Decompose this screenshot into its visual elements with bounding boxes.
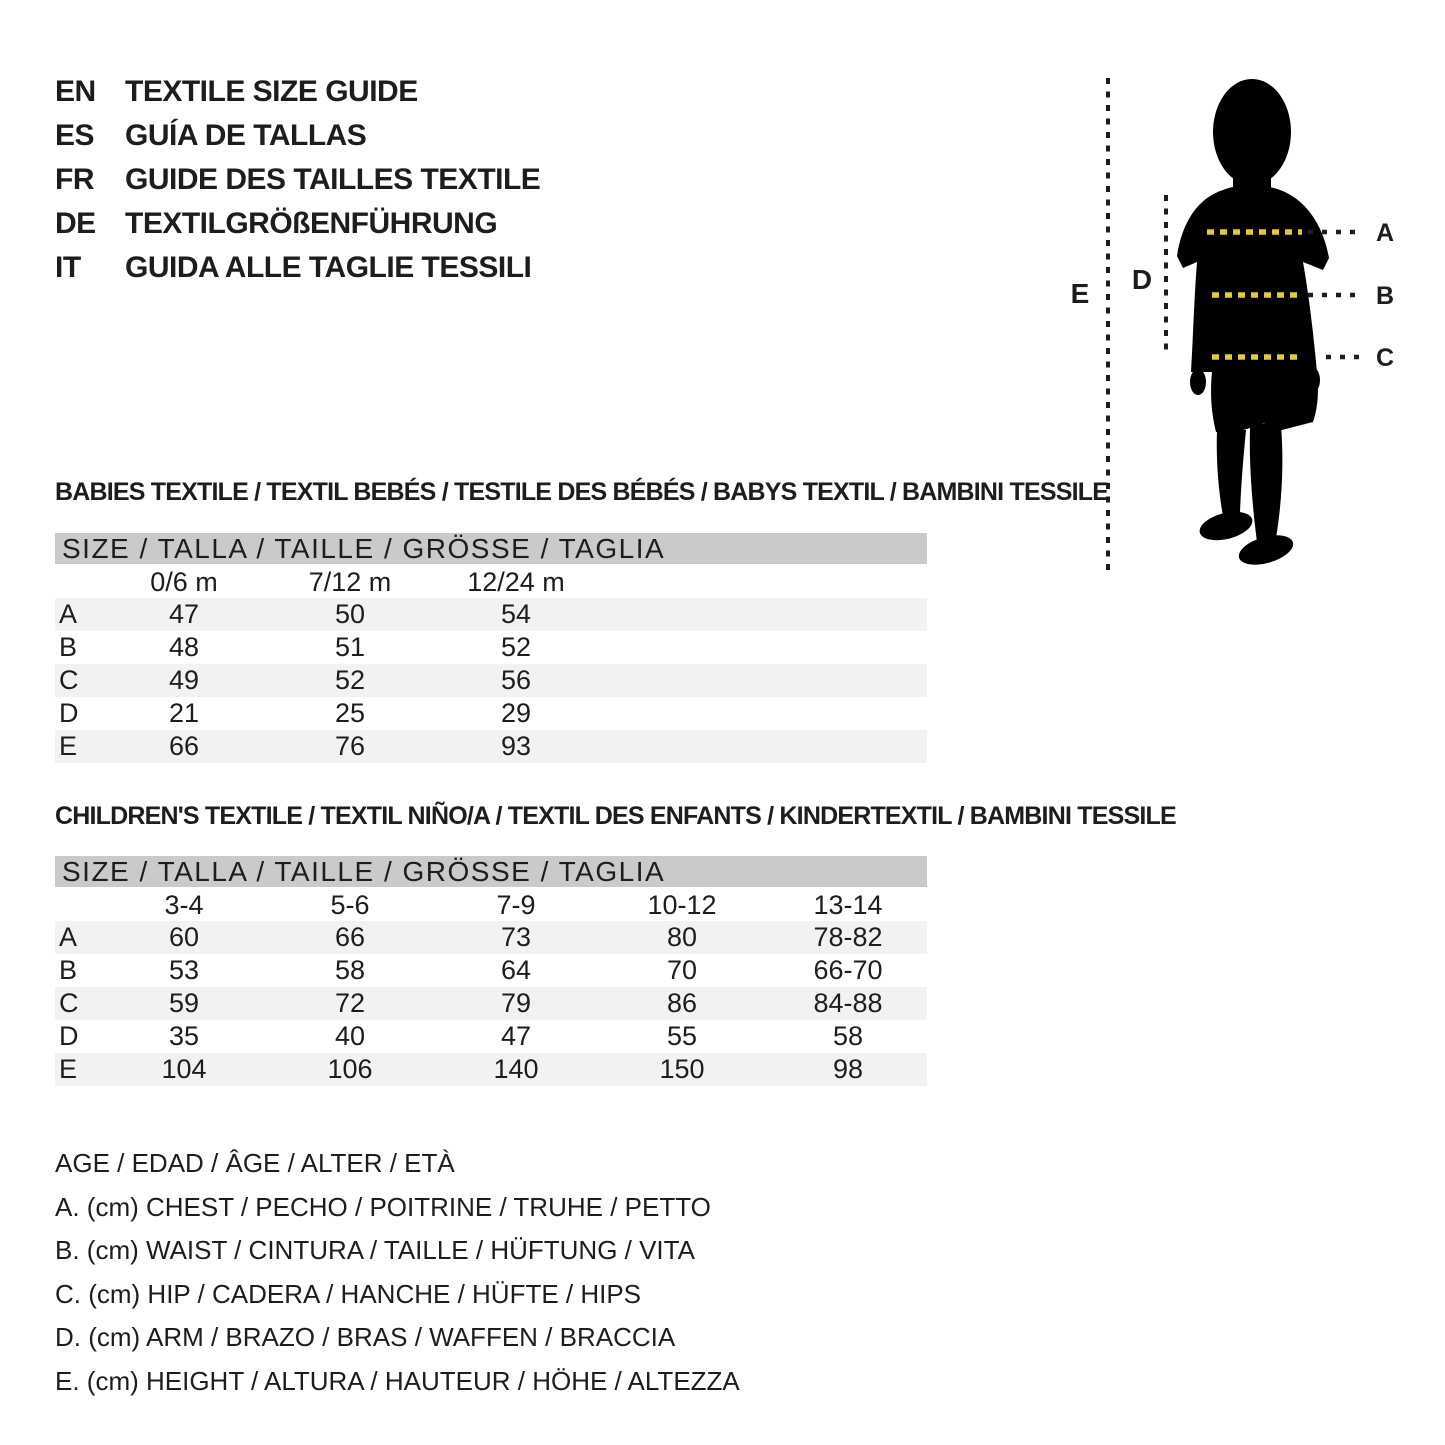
children-size-header-bar: SIZE / TALLA / TAILLE / GRÖSSE / TAGLIA — [55, 856, 927, 887]
lang-code-es: ES — [55, 119, 95, 152]
table-row: D 35 40 47 55 58 — [55, 1020, 927, 1053]
babies-column-header-row — [55, 564, 927, 598]
legend-hip: C. (cm) HIP / CADERA / HANCHE / HÜFTE / HIPS — [55, 1278, 642, 1309]
row-label: E — [59, 1054, 78, 1084]
babies-size-header-bar: SIZE / TALLA / TAILLE / GRÖSSE / TAGLIA — [55, 533, 927, 564]
legend-arm: D. (cm) ARM / BRAZO / BRAS / WAFFEN / BRACCIA — [55, 1322, 676, 1352]
lang-title-de: TEXTILGRÖßENFÜHRUNG — [125, 207, 498, 240]
babies-col-1: 7/12 m — [308, 567, 392, 597]
lang-title-fr: GUIDE DES TAILLES TEXTILE — [125, 163, 541, 196]
figure-label-hip: C — [1376, 344, 1395, 372]
row-label: C — [59, 988, 79, 1018]
children-col-0: 3-4 — [164, 890, 204, 920]
lang-code-fr: FR — [55, 163, 94, 196]
lang-code-it: IT — [55, 251, 81, 284]
table-row: D 21 25 29 — [55, 697, 927, 730]
table-row: B 48 51 52 — [55, 631, 927, 664]
legend-waist: B. (cm) WAIST / CINTURA / TAILLE / HÜFTUNG / VITA — [55, 1235, 695, 1265]
lang-row-de — [55, 202, 540, 246]
children-col-1: 5-6 — [330, 890, 370, 920]
language-title-block — [55, 70, 540, 290]
babies-col-0: 0/6 m — [150, 567, 218, 597]
lang-title-es: GUÍA DE TALLAS — [125, 119, 367, 152]
children-col-4: 13-14 — [813, 890, 883, 920]
babies-section-title: BABIES TEXTILE / TEXTIL BEBÉS / TESTILE DES BÉBÉS / BABYS TEXTIL / BAMBINI TESSILE — [55, 478, 1109, 506]
measurement-legend — [55, 1142, 740, 1403]
lang-row-it — [55, 246, 540, 290]
figure-label-arm: D — [1131, 264, 1153, 295]
children-section-title: CHILDREN'S TEXTILE / TEXTIL NIÑO/A / TEXTIL DES ENFANTS / KINDERTEXTIL / BAMBINI TESSILE — [55, 802, 1176, 830]
row-label: A — [59, 599, 78, 629]
lang-row-en — [55, 70, 540, 114]
children-col-3: 10-12 — [647, 890, 717, 920]
babies-size-table — [55, 533, 927, 763]
table-row: E 66 76 93 — [55, 730, 927, 763]
figure-label-waist: B — [1376, 282, 1395, 310]
silhouette-shorts — [1211, 372, 1318, 432]
children-col-2: 7-9 — [496, 890, 536, 920]
table-row: C 59 72 79 86 84-88 — [55, 987, 927, 1020]
table-row: A 47 50 54 — [55, 598, 927, 631]
babies-col-2: 12/24 m — [467, 567, 565, 597]
silhouette-right-leg — [1250, 423, 1283, 542]
row-label: D — [59, 698, 79, 728]
table-row: A 60 66 73 80 78-82 — [55, 921, 927, 954]
lang-row-es — [55, 114, 540, 158]
row-label: D — [59, 1021, 79, 1051]
lang-code-de: DE — [55, 207, 96, 240]
child-silhouette — [1177, 79, 1329, 570]
lang-title-en: TEXTILE SIZE GUIDE — [125, 75, 418, 108]
row-label: C — [59, 665, 79, 695]
legend-age: AGE / EDAD / ÂGE / ALTER / ETÀ — [55, 1148, 455, 1178]
figure-label-chest: A — [1376, 219, 1395, 247]
legend-height: E. (cm) HEIGHT / ALTURA / HAUTEUR / HÖHE / ALTEZZA — [55, 1365, 740, 1396]
silhouette-left-hand — [1190, 369, 1206, 395]
lang-title-it: GUIDA ALLE TAGLIE TESSILI — [125, 251, 532, 284]
table-row: B 53 58 64 70 66-70 — [55, 954, 927, 987]
row-label: B — [59, 632, 78, 662]
row-label: A — [59, 922, 78, 952]
children-size-table — [55, 856, 927, 1086]
table-row: C 49 52 56 — [55, 664, 927, 697]
silhouette-torso — [1177, 186, 1329, 373]
children-column-header-row — [55, 887, 927, 921]
row-label: E — [59, 731, 78, 761]
silhouette-left-leg — [1217, 429, 1246, 516]
row-label: B — [59, 955, 78, 985]
table-row: E 104 106 140 150 98 — [55, 1053, 927, 1086]
figure-label-height: E — [1070, 278, 1090, 309]
lang-code-en: EN — [55, 75, 96, 108]
legend-chest: A. (cm) CHEST / PECHO / POITRINE / TRUHE / PETTO — [55, 1191, 711, 1222]
lang-row-fr — [55, 158, 540, 202]
